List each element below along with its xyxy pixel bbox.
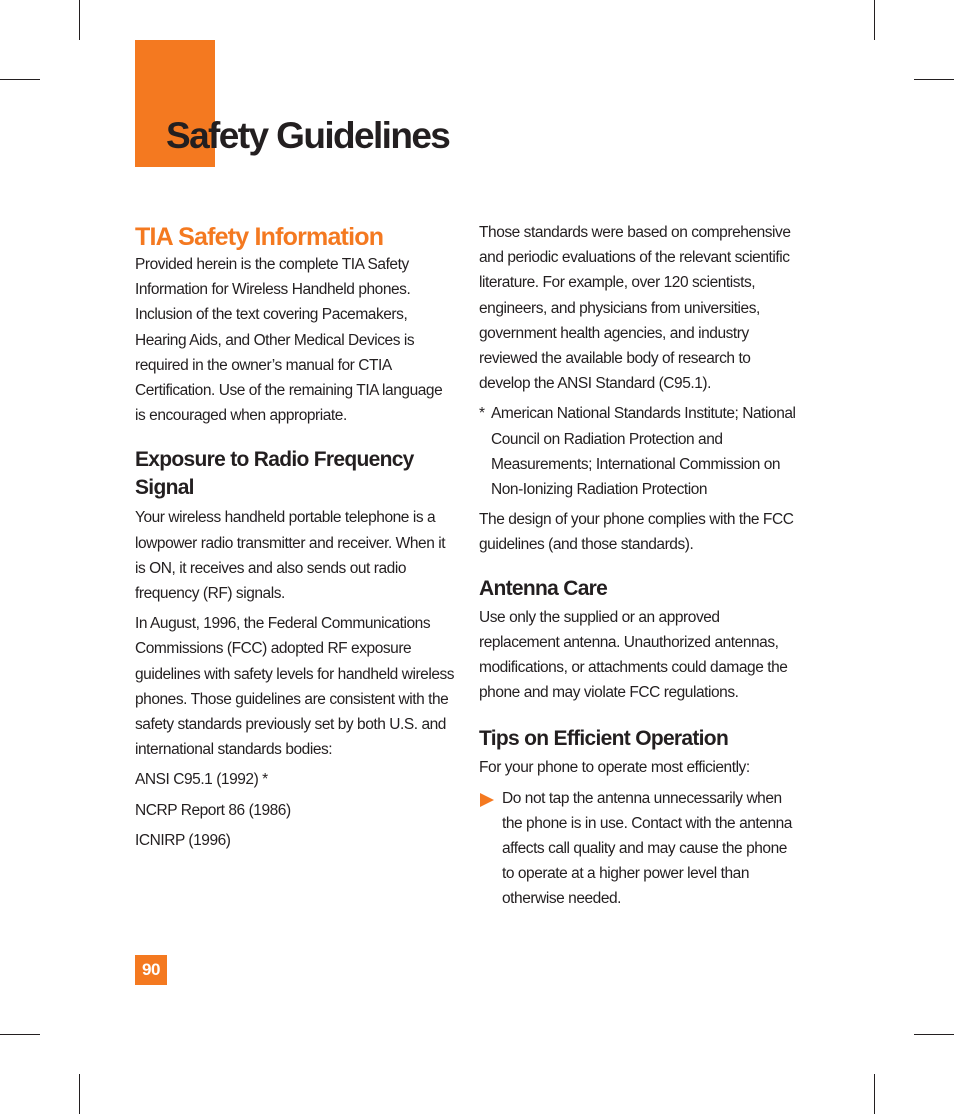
page-number: 90 [135,955,167,985]
crop-mark-bottom-right-vertical [874,1074,875,1114]
exposure-paragraph-1: Your wireless handheld portable telephone is a lowpower radio transmitter and receiver. When it is ON, it receives and also sends out radio frequency (RF) signals. [135,509,446,603]
tia-heading: TIA Safety Information [135,223,384,251]
crop-mark-top-left-horizontal [0,79,40,80]
tips-bullet-item [479,786,799,912]
crop-mark-bottom-left-vertical [79,1074,80,1114]
crop-mark-top-right-horizontal [914,79,954,80]
standards-paragraph: Those standards were based on comprehensive and periodic evaluations of the relevant scientific literature. For example, over 120 scientists, engineers, and physicians from universities, government health agencies, and industry reviewed the available body of research to develop the ANSI Standard (C95.1). [479,224,791,393]
tips-intro: For your phone to operate most efficiently: [479,759,750,777]
right-column [479,220,799,912]
tips-bullet-text: Do not tap the antenna unnecessarily when the phone is in use. Contact with the antenna affects call quality and may cause the phone to operate at a higher power level than otherwise needed. [502,789,792,908]
design-paragraph: The design of your phone complies with the FCC guidelines (and those standards). [479,511,794,554]
tips-heading: Tips on Efficient Operation [479,727,729,751]
standard-item-ncrp: NCRP Report 86 (1986) [135,801,291,819]
footnote [479,401,799,502]
antenna-care-heading: Antenna Care [479,576,608,600]
page-title: Safety Guidelines [166,115,450,156]
crop-mark-bottom-right-horizontal [914,1034,954,1035]
standard-item-icnirp: ICNIRP (1996) [135,831,231,849]
triangle-bullet-icon [480,793,494,807]
left-column [135,222,455,853]
crop-mark-top-left-vertical [79,0,80,40]
standard-item-ansi: ANSI C95.1 (1992) * [135,771,268,789]
footnote-text: American National Standards Institute; National Council on Radiation Protection and Measurements; International Commission on Non-Ionizing Radiation Protection [491,405,796,499]
footnote-asterisk: * [479,405,485,423]
crop-mark-top-right-vertical [874,0,875,40]
antenna-care-paragraph: Use only the supplied or an approved replacement antenna. Unauthorized antennas, modifications, or attachments could damage the phone and may violate FCC regulations. [479,608,788,702]
exposure-heading: Exposure to Radio Frequency Signal [135,448,414,500]
exposure-paragraph-2: In August, 1996, the Federal Communications Commissions (FCC) adopted RF exposure guidelines with safety levels for handheld wireless phones. Those guidelines are consistent with the safety standards previously set by both U.S. and international standards bodies: [135,615,455,759]
crop-mark-bottom-left-horizontal [0,1034,40,1035]
tia-paragraph: Provided herein is the complete TIA Safety Information for Wireless Handheld phones. Inclusion of the text covering Pacemakers, Hearing Aids, and Other Medical Devices is required in the owner’s manual for CTIA Certification. Use of the remaining TIA language is encouraged when appropriate. [135,256,443,425]
